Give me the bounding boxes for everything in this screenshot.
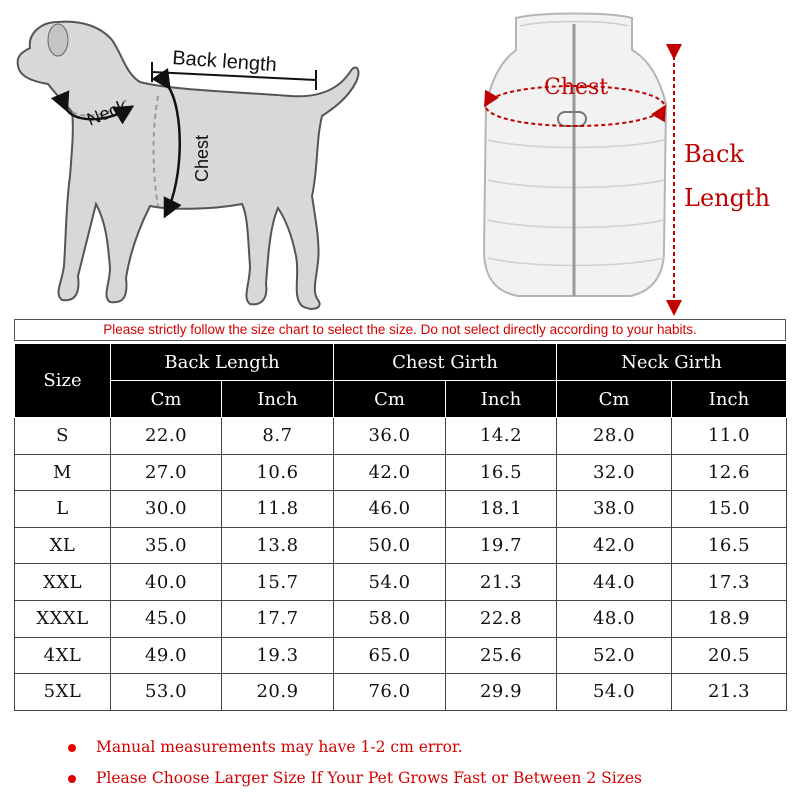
note-item [60,763,790,794]
size-chart-table [14,343,787,711]
size-cell: XL [15,527,111,564]
measurement-cell: 54.0 [334,564,446,601]
unit-header: Inch [446,381,557,418]
neck-girth-header: Neck Girth [557,344,787,381]
size-cell: S [15,418,111,455]
measurement-cell: 52.0 [557,637,672,674]
size-column-header: Size [15,344,111,418]
measurement-cell: 28.0 [557,418,672,455]
vest-length-label: Length [684,184,771,212]
vest-illustration [484,14,666,297]
measurement-cell: 58.0 [334,600,446,637]
measurement-cell: 11.8 [222,491,334,528]
note-item [60,732,790,763]
measurement-cell: 20.5 [672,637,787,674]
measurement-cell: 53.0 [111,674,222,711]
table-row [15,454,787,491]
unit-header-row [15,381,787,418]
size-cell: XXXL [15,600,111,637]
measurement-cell: 16.5 [672,527,787,564]
bullet-icon [68,744,76,752]
back-length-label: Back length [171,47,278,77]
measurement-cell: 50.0 [334,527,446,564]
measurement-cell: 25.6 [446,637,557,674]
back-length-header: Back Length [111,344,334,381]
measurement-cell: 17.3 [672,564,787,601]
measurement-cell: 21.3 [672,674,787,711]
measurement-cell: 54.0 [557,674,672,711]
measurement-cell: 29.9 [446,674,557,711]
measurement-cell: 11.0 [672,418,787,455]
table-row [15,674,787,711]
measurement-cell: 30.0 [111,491,222,528]
table-row [15,491,787,528]
measurement-cell: 22.8 [446,600,557,637]
measurement-cell: 35.0 [111,527,222,564]
size-cell: 4XL [15,637,111,674]
measurement-cell: 12.6 [672,454,787,491]
measurement-cell: 16.5 [446,454,557,491]
measurement-cell: 36.0 [334,418,446,455]
size-cell: 5XL [15,674,111,711]
unit-header: Inch [672,381,787,418]
size-cell: L [15,491,111,528]
note-text: Manual measurements may have 1-2 cm error. [96,738,463,756]
measurement-cell: 76.0 [334,674,446,711]
measurement-cell: 18.1 [446,491,557,528]
measurement-cell: 13.8 [222,527,334,564]
measurement-cell: 48.0 [557,600,672,637]
measurement-cell: 49.0 [111,637,222,674]
measurement-cell: 18.9 [672,600,787,637]
measurement-cell: 42.0 [557,527,672,564]
unit-header: Inch [222,381,334,418]
table-row [15,418,787,455]
size-cell: XXL [15,564,111,601]
note-text: Please Choose Larger Size If Your Pet Grows Fast or Between 2 Sizes [96,769,642,787]
measurement-cell: 45.0 [111,600,222,637]
measurement-cell: 8.7 [222,418,334,455]
measurement-cell: 44.0 [557,564,672,601]
measurement-cell: 19.3 [222,637,334,674]
table-row [15,637,787,674]
table-row [15,600,787,637]
size-cell: M [15,454,111,491]
size-rows [15,418,787,711]
chest-label: Chest [192,134,212,182]
measurement-cell: 42.0 [334,454,446,491]
unit-header: Cm [557,381,672,418]
notes-list [60,732,790,794]
measurement-cell: 32.0 [557,454,672,491]
measurement-cell: 38.0 [557,491,672,528]
measurement-cell: 10.6 [222,454,334,491]
measurement-cell: 65.0 [334,637,446,674]
measurement-cell: 40.0 [111,564,222,601]
measurement-cell: 14.2 [446,418,557,455]
unit-header: Cm [111,381,222,418]
measurement-cell: 20.9 [222,674,334,711]
measurement-cell: 21.3 [446,564,557,601]
table-row [15,564,787,601]
measurement-diagram [0,0,800,318]
measurement-cell: 46.0 [334,491,446,528]
size-notice: Please strictly follow the size chart to select the size. Do not select directly according to your habits. [14,319,786,341]
neck-label: Neck [84,95,130,130]
measurement-cell: 15.7 [222,564,334,601]
chest-girth-header: Chest Girth [334,344,557,381]
bullet-icon [68,775,76,783]
table-row [15,527,787,564]
measurement-cell: 15.0 [672,491,787,528]
measurement-cell: 27.0 [111,454,222,491]
vest-chest-label: Chest [544,75,609,100]
measurement-cell: 19.7 [446,527,557,564]
measurement-cell: 22.0 [111,418,222,455]
measurement-cell: 17.7 [222,600,334,637]
unit-header: Cm [334,381,446,418]
vest-back-label: Back [684,140,744,168]
